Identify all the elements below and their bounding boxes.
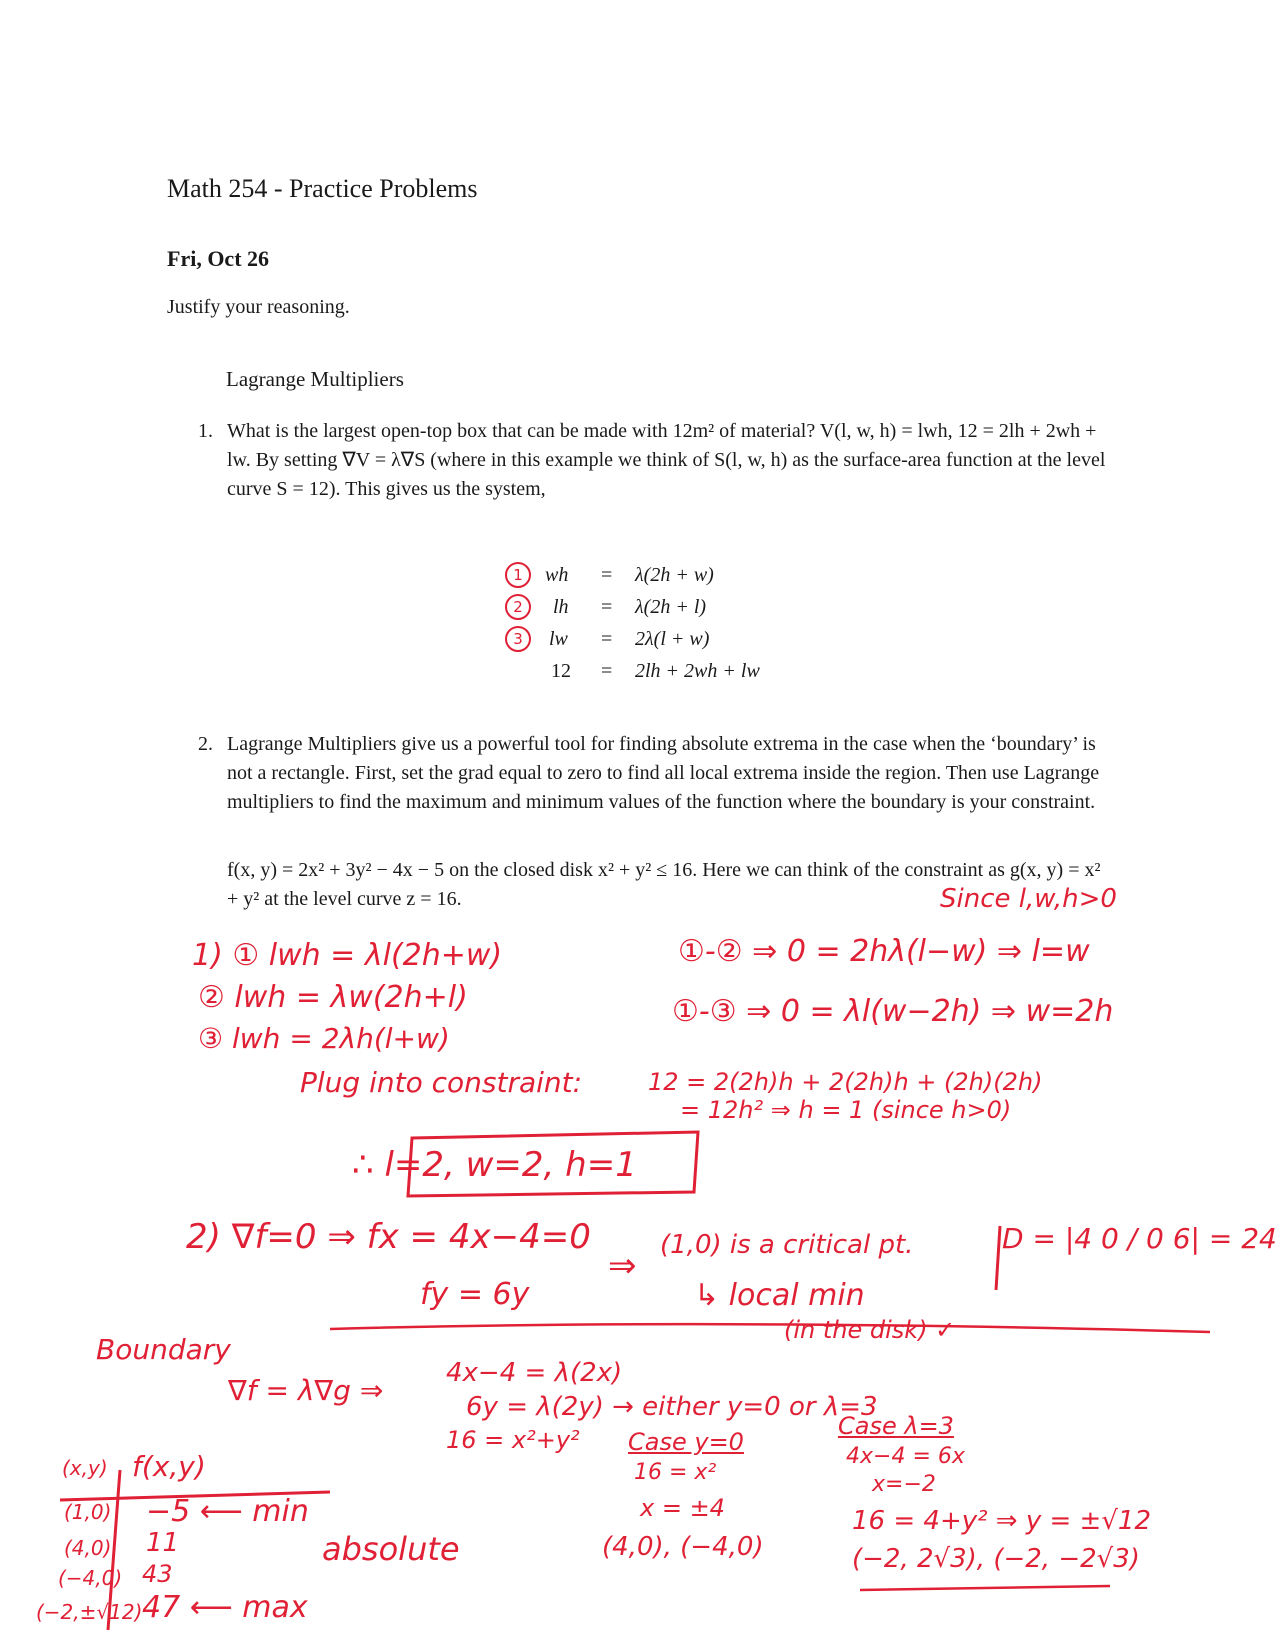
- table-header-point: (x,y): [62, 1456, 108, 1480]
- handwritten-lagrange: ∇f = λ∇g ⇒: [228, 1374, 384, 1407]
- table-header-value: f(x,y): [132, 1450, 206, 1483]
- det-bar-left: [996, 1226, 1000, 1290]
- handwritten-solution1-line1: 1) ① lwh = λl(2h+w): [192, 938, 503, 973]
- handwritten-plug-eq2: = 12h² ⇒ h = 1 (since h>0): [680, 1096, 1012, 1124]
- handwritten-solution1-line3: ③ lwh = 2λh(l+w): [198, 1022, 450, 1055]
- divider-rule: [330, 1324, 1210, 1332]
- handwritten-case-lambda-line2: x=−2: [872, 1472, 936, 1497]
- instruction-text: Justify your reasoning.: [167, 296, 350, 318]
- date-line: Fri, Oct 26: [167, 246, 270, 271]
- section-title: Lagrange Multipliers: [226, 367, 404, 391]
- handwritten-case-lambda-line3: 16 = 4+y² ⇒ y = ±√12: [852, 1506, 1151, 1536]
- handwritten-fy: fy = 6y: [420, 1277, 530, 1312]
- answer-box: [408, 1132, 698, 1196]
- table-row-value: 11: [146, 1528, 180, 1558]
- handwritten-in-disk: (in the disk) ✓: [784, 1316, 956, 1344]
- handwritten-boundary-label: Boundary: [96, 1333, 231, 1366]
- handwritten-diff2: ①-③ ⇒ 0 = λl(w−2h) ⇒ w=2h: [672, 994, 1114, 1029]
- handwritten-case-lambda-line1: 4x−4 = 6x: [846, 1444, 965, 1469]
- system-rhs: λ(2h + w): [635, 564, 714, 586]
- equals-sign: =: [601, 596, 613, 618]
- tag-circle: 3: [505, 626, 531, 652]
- problem2-function: f(x, y) = 2x² + 3y² − 4x − 5 on the closed disk x² + y² ≤ 16. Here we can think of the constraint as g(x, y) = x² + y² at the level curve z = 16.: [227, 859, 1101, 910]
- handwritten-case-y-line1: 16 = x²: [634, 1460, 717, 1485]
- handwritten-case-y-points: (4,0), (−4,0): [602, 1532, 764, 1562]
- handwritten-determinant: D = |4 0 / 0 6| = 24: [1002, 1222, 1277, 1255]
- table-row-point: (1,0): [64, 1500, 112, 1524]
- page-title: Math 254 - Practice Problems: [167, 174, 478, 203]
- table-row-value: −5 ⟵ min: [146, 1494, 309, 1529]
- system-rhs: 2λ(l + w): [635, 628, 710, 650]
- handwritten-solution1-line2: ② lwh = λw(2h+l): [198, 980, 468, 1015]
- table-row-value: 43: [142, 1560, 173, 1588]
- problem1-text: What is the largest open-top box that can be made with 12m² of material? V(l, w, h) = lwh, 12 = 2lh + 2wh + lw. By setting ∇V = λ∇S (where in this example we think of S(l, w, h) as the surface-area function at the level curve S = 12). This gives us the system,: [227, 420, 1106, 500]
- problem1-number: 1.: [198, 420, 213, 442]
- equals-sign: =: [601, 660, 613, 682]
- handwritten-lagrange-eq1: 4x−4 = λ(2x): [446, 1358, 623, 1388]
- system-rhs: λ(2h + l): [635, 596, 707, 618]
- handwritten-answer: ∴ l=2, w=2, h=1: [352, 1145, 637, 1185]
- system-lhs: wh: [545, 564, 569, 586]
- tag-circle: 2: [505, 594, 531, 620]
- table-row-point: (−2,±√12): [36, 1600, 143, 1624]
- system-lhs: 12: [551, 660, 571, 682]
- equals-sign: =: [601, 564, 613, 586]
- table-vertical-rule: [108, 1470, 120, 1630]
- handwritten-case-lambda-title: Case λ=3: [838, 1412, 954, 1440]
- equals-sign: =: [601, 628, 613, 650]
- table-horizontal-rule: [60, 1492, 330, 1500]
- handwritten-diff1: ①-② ⇒ 0 = 2hλ(l−w) ⇒ l=w: [678, 934, 1090, 969]
- table-row-point: (−4,0): [58, 1566, 123, 1590]
- handwritten-since-note: Since l,w,h>0: [940, 884, 1117, 914]
- handwritten-lagrange-eq2: 6y = λ(2y) → either y=0 or λ=3: [466, 1392, 878, 1422]
- handwritten-absolute-label: absolute: [322, 1530, 460, 1568]
- system-lhs: lh: [553, 596, 569, 618]
- handwritten-plug-eq1: 12 = 2(2h)h + 2(2h)h + (2h)(2h): [648, 1068, 1043, 1096]
- system-lhs: lw: [549, 628, 568, 650]
- handwritten-case-y-title: Case y=0: [628, 1428, 744, 1456]
- handwritten-implies: ⇒: [608, 1246, 637, 1286]
- table-row-value: 47 ⟵ max: [142, 1590, 308, 1625]
- handwritten-critical-point: (1,0) is a critical pt.: [660, 1230, 914, 1260]
- tag-circle: 1: [505, 562, 531, 588]
- handwritten-gradient-line: 2) ∇f=0 ⇒ fx = 4x−4=0: [186, 1217, 591, 1257]
- handwritten-lagrange-eq3: 16 = x²+y²: [446, 1426, 580, 1454]
- handwritten-local-min: ↳ local min: [694, 1278, 865, 1313]
- handwritten-case-y-line2: x = ±4: [640, 1494, 725, 1522]
- system-rhs: 2lh + 2wh + lw: [635, 660, 760, 682]
- handwritten-plug-label: Plug into constraint:: [300, 1066, 583, 1099]
- problem2-number: 2.: [198, 733, 213, 755]
- problem2-text: Lagrange Multipliers give us a powerful tool for finding absolute extrema in the case when the ‘boundary’ is not a rectangle. First, set the grad equal to zero to find all local extrema inside the region. Then use Lagrange multipliers to find the maximum and minimum values of the function where the boundary is your constraint.: [227, 733, 1100, 813]
- handwritten-case-lambda-points: (−2, 2√3), (−2, −2√3): [852, 1544, 1140, 1574]
- table-row-point: (4,0): [64, 1536, 112, 1560]
- case-lambda-underline: [860, 1586, 1110, 1590]
